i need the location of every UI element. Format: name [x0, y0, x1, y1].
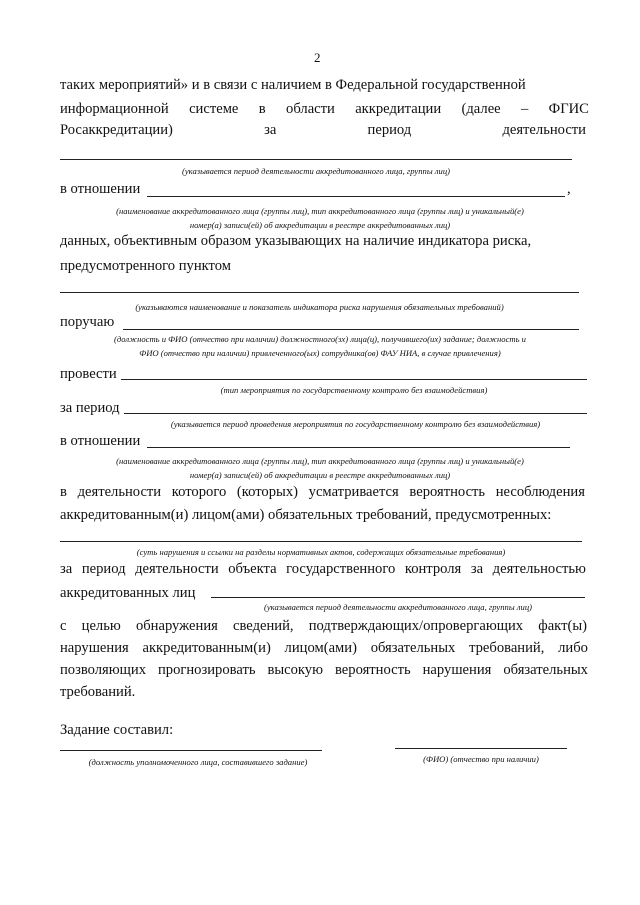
name-signature-line[interactable]: [395, 748, 567, 749]
purpose-line-4: требований.: [60, 684, 136, 700]
accredited-label: аккредитованных лиц: [60, 585, 196, 601]
organization-caption-3: (наименование аккредитованного лица (группы лиц), тип аккредитованного лица (группы лиц) и уникальный(е): [116, 456, 524, 466]
indicator-caption: (указываются наименование и показатель индикатора риска нарушения обязательных требований): [135, 302, 504, 312]
purpose-line-3: позволяющих прогнозировать высокую вероятность нарушения обязательных: [60, 662, 588, 678]
purpose-line-2: нарушения аккредитованным(и) лицом(ами) обязательных требований, либо: [60, 640, 588, 656]
for-period-label: за период: [60, 400, 120, 416]
intro-line-1: таких мероприятий» и в связи с наличием в Федеральной государственной: [60, 77, 526, 93]
regarding-label-2: в отношении: [60, 433, 141, 449]
position-signature-line[interactable]: [60, 750, 322, 751]
comma: ,: [567, 181, 571, 197]
regarding-label: в отношении: [60, 181, 141, 197]
assignee-caption-1: (должность и ФИО (отчество при наличии) должностного(зх) лица(ц), получившего(их) задание; должность и: [114, 334, 526, 344]
period-field-line-2[interactable]: [211, 597, 585, 598]
data-line-2: предусмотренного пунктом: [60, 258, 231, 274]
event-period-field-line[interactable]: [124, 413, 587, 414]
assignee-field-line[interactable]: [123, 329, 579, 330]
event-period-caption: (указывается период проведения мероприятия по государственному контролю без взаимодействия): [170, 419, 541, 429]
data-line-1: данных, объективным образом указывающих на наличие индикатора риска,: [60, 233, 532, 249]
organization-field-line[interactable]: [147, 196, 565, 197]
violation-caption: (суть нарушения и ссылки на разделы нормативных актов, содержащих обязательные требования): [136, 547, 506, 557]
conduct-label: провести: [60, 366, 117, 382]
period-caption-2: (указывается период деятельности аккредитованного лица, группы лиц): [263, 602, 533, 612]
composed-by-label: Задание составил:: [60, 722, 174, 738]
violation-field-line[interactable]: [60, 541, 582, 542]
intro-line-3: Росаккредитации) за период деятельности: [60, 122, 586, 138]
period-field-line[interactable]: [60, 159, 572, 160]
assign-label: поручаю: [60, 314, 115, 330]
organization-caption-1: (наименование аккредитованного лица (группы лиц), тип аккредитованного лица (группы лиц) и уникальный(е): [116, 206, 524, 216]
assignee-caption-2: ФИО (отчество при наличии) привлеченного(ых) сотрудника(ов) ФАУ НИА, в случае привлечения): [139, 348, 501, 358]
position-signature-caption: (должность уполномоченного лица, составившего задание): [88, 757, 308, 767]
page-number: 2: [314, 50, 321, 65]
period-caption: (указывается период деятельности аккредитованного лица, группы лиц): [181, 166, 451, 176]
organization-caption-2: номер(а) записи(ей) об аккредитации в реестре аккредитованных лиц): [189, 220, 451, 230]
event-type-caption: (тип мероприятия по государственному контролю без взаимодействия): [220, 385, 488, 395]
name-signature-caption: (ФИО) (отчество при наличии): [423, 754, 539, 764]
activity-line-2: аккредитованным(и) лицом(ами) обязательных требований, предусмотренных:: [60, 507, 552, 523]
activity-line-1: в деятельности которого (которых) усматривается вероятность несоблюдения: [60, 484, 585, 500]
organization-field-line-2[interactable]: [147, 447, 570, 448]
purpose-line-1: с целью обнаружения сведений, подтверждающих/опровергающих факт(ы): [60, 618, 587, 634]
event-type-field-line[interactable]: [121, 379, 587, 380]
intro-line-2: информационной системе в области аккредитации (далее – ФГИС: [60, 101, 589, 117]
indicator-field-line[interactable]: [60, 292, 579, 293]
period-object-line: за период деятельности объекта государственного контроля за деятельностью: [60, 561, 586, 577]
organization-caption-4: номер(а) записи(ей) об аккредитации в реестре аккредитованных лиц): [189, 470, 451, 480]
